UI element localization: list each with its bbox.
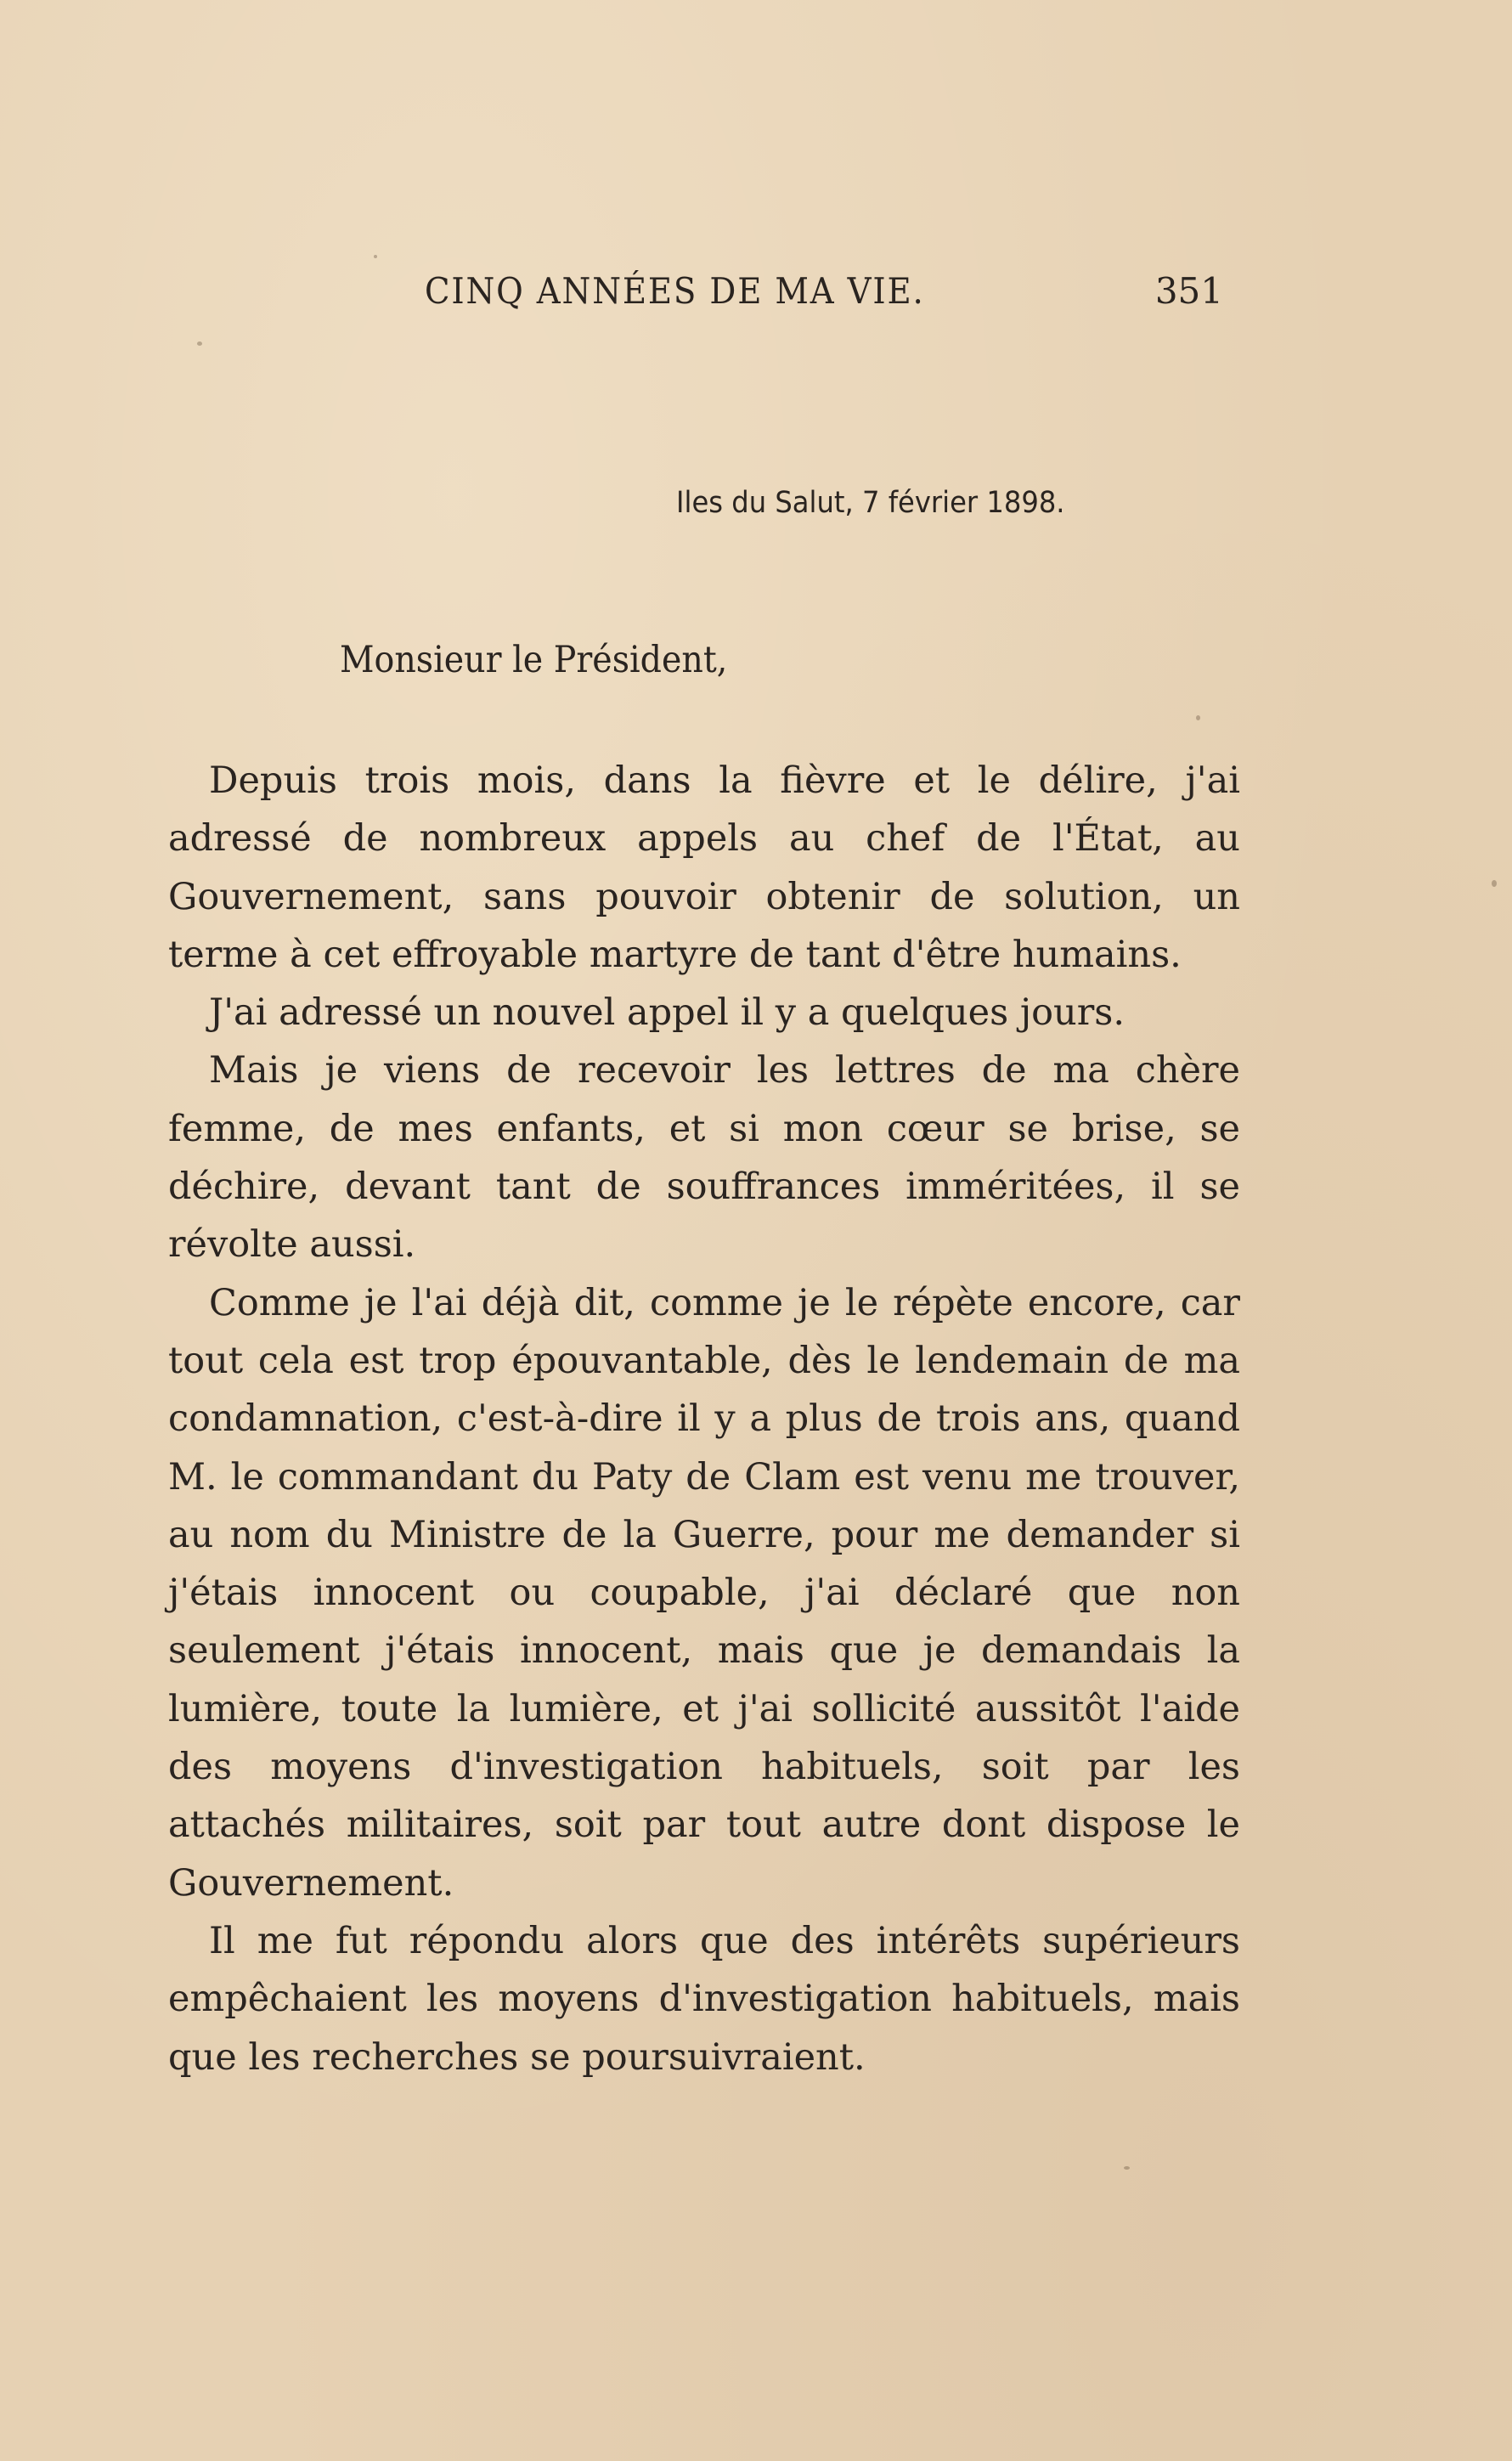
paragraph: Depuis trois mois, dans la fièvre et le délire, j'ai adressé de nombreux appels au chef de l'État, au Gouvernement, sans pouvoir obtenir de solution, un terme à cet effroyable martyre de tant d'être humains. [168,759,1240,976]
paper-speck [197,341,202,346]
paper-speck [374,255,377,258]
running-title: CINQ ANNÉES DE MA VIE. [425,270,925,312]
paragraph: J'ai adressé un nouvel appel il y a quelques jours. [209,991,1126,1035]
paragraph: Comme je l'ai déjà dit, comme je le répète encore, car tout cela est trop épouvantable, dès le lendemain de ma condamnation, c'est-à-dire il y a plus de trois ans, quand M. le commandant du Paty de Clam est venu me trouver, au nom du Ministre de la Guerre, pour me demander si j'étais innocent ou coupable, j'ai déclaré que non seulement j'étais innocent, mais que je demandais la lumière, toute la lumière, et j'ai sollicité aussitôt l'aide des moyens d'investigation habituels, soit par les attachés militaires, soit par tout autre dont dispose le Gouvernement. [168,1281,1240,1905]
running-head [170,270,1223,321]
paper-speck [1124,2166,1130,2170]
page-number: 351 [1154,270,1223,312]
letter-dateline: Iles du Salut, 7 février 1898. [676,486,1065,520]
paragraph: Mais je viens de recevoir les lettres de ma chère femme, de mes enfants, et si mon cœur se brise, se déchire, devant tant de souffrances imméritées, il se révolte aussi. [168,1049,1240,1267]
paper-speck [1492,880,1497,887]
paragraph: Il me fut répondu alors que des intérêts supérieurs empêchaient les moyens d'investigation habituels, mais que les recherches se poursuivraient. [168,1919,1240,2079]
letter-salutation: Monsieur le Président, [340,639,728,681]
paper-speck [1196,715,1200,720]
letter-body [168,752,1240,2086]
